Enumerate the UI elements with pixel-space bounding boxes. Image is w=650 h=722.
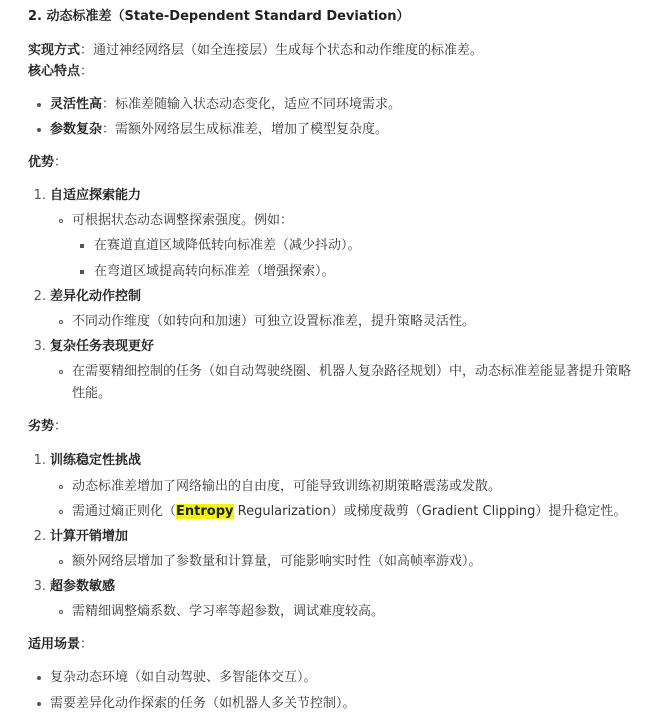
implementation-paragraph — [28, 41, 483, 61]
disadvantage-title: 训练稳定性挑战 — [50, 453, 142, 468]
advantages-heading: 优势： — [28, 155, 68, 170]
implementation-label: 实现方式 — [28, 43, 81, 58]
circle-bullet-icon — [59, 610, 63, 614]
disadvantage-title: 计算开销增加 — [50, 529, 129, 544]
feature-item: 参数复杂：需额外网络层生成标准差，增加了模型复杂度。 — [50, 122, 389, 137]
advantage-detail: 不同动作维度（如转向和加速）可独立设置标准差，提升策略灵活性。 — [72, 314, 476, 329]
circle-bullet-icon — [59, 560, 63, 564]
section-title: 2. 动态标准差（State-Dependent Standard Deviation） — [28, 9, 410, 24]
list-number: 2. — [33, 529, 46, 544]
disadvantage-detail: 需通过熵正则化（Entropy Regularization）或梯度裁剪（Gradient Clipping）提升稳定性。 — [72, 504, 627, 519]
circle-bullet-icon — [59, 370, 63, 374]
advantage-detail: 在需要精细控制的任务（如自动驾驶绕圈、机器人复杂路径规划）中，动态标准差能显著提升策略性能。 — [72, 364, 632, 401]
scenarios-heading: 适用场景： — [28, 637, 94, 652]
advantage-example: 在弯道区域提高转向标准差（增强探索）。 — [94, 264, 335, 279]
scenario-item: 需要差异化动作探索的任务（如机器人多关节控制）。 — [50, 696, 356, 711]
circle-bullet-icon — [59, 320, 63, 324]
bullet-icon — [37, 702, 41, 706]
scenarios-label: 适用场景 — [28, 637, 81, 652]
disadvantages-label: 劣势 — [28, 419, 55, 434]
list-number: 3. — [33, 579, 46, 594]
features-label: 核心特点 — [28, 64, 81, 79]
circle-bullet-icon — [59, 219, 63, 223]
disadvantage-detail: 需精细调整熵系数、学习率等超参数，调试难度较高。 — [72, 604, 385, 619]
list-number: 1. — [33, 188, 46, 203]
bullet-icon — [37, 103, 41, 107]
square-bullet-icon — [80, 270, 84, 274]
bullet-icon — [37, 128, 41, 132]
circle-bullet-icon — [59, 510, 63, 514]
list-number: 2. — [33, 289, 46, 304]
advantages-label: 优势 — [28, 155, 55, 170]
list-number: 3. — [33, 339, 46, 354]
bullet-icon — [37, 676, 41, 680]
advantage-title: 复杂任务表现更好 — [50, 339, 155, 354]
list-number: 1. — [33, 453, 46, 468]
circle-bullet-icon — [59, 485, 63, 489]
disadvantage-detail: 动态标准差增加了网络输出的自由度，可能导致训练初期策略震荡或发散。 — [72, 479, 502, 494]
disadvantage-title: 超参数敏感 — [50, 579, 116, 594]
advantage-detail: 可根据状态动态调整探索强度。例如： — [72, 213, 294, 228]
feature-item: 灵活性高：标准差随输入状态动态变化，适应不同环境需求。 — [50, 97, 402, 112]
features-heading: 核心特点： — [28, 64, 94, 79]
advantage-example: 在赛道直道区域降低转向标准差（减少抖动）。 — [94, 238, 361, 253]
implementation-text: ：通过神经网络层（如全连接层）生成每个状态和动作维度的标准差。 — [80, 43, 484, 58]
disadvantage-detail: 额外网络层增加了参数量和计算量，可能影响实时性（如高帧率游戏）。 — [72, 554, 482, 569]
disadvantages-heading: 劣势： — [28, 419, 68, 434]
scenario-item: 复杂动态环境（如自动驾驶、多智能体交互）。 — [50, 670, 317, 685]
highlighted-term: Entropy — [176, 504, 234, 519]
square-bullet-icon — [80, 244, 84, 248]
advantage-title: 自适应探索能力 — [50, 188, 142, 203]
advantage-title: 差异化动作控制 — [50, 289, 142, 304]
